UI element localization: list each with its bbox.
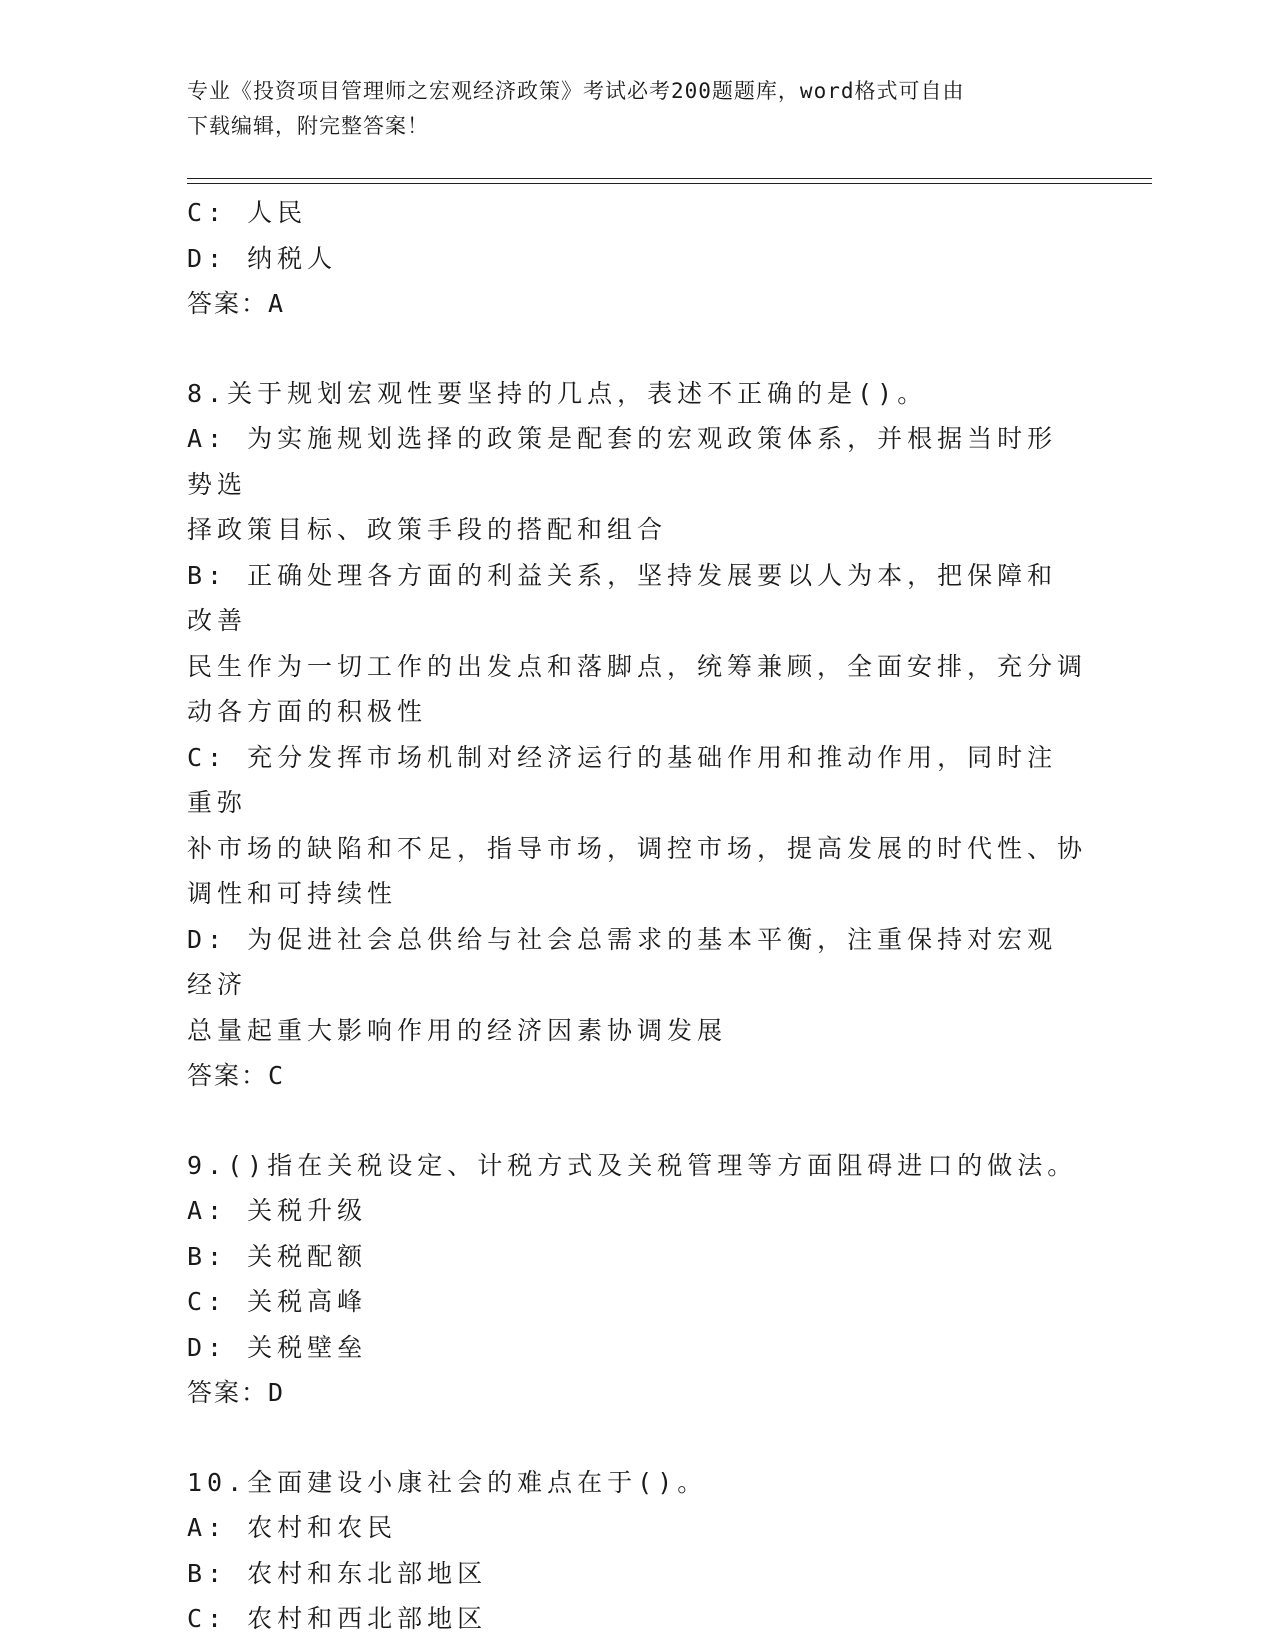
- option-d-line-2: 总量起重大影响作用的经济因素协调发展: [187, 1015, 728, 1045]
- option-d: D: 纳税人: [187, 243, 338, 273]
- answer-label: 答案：C: [187, 1061, 286, 1090]
- option-d: D: 关税壁垒: [187, 1332, 368, 1362]
- option-c: C: 人民: [187, 198, 308, 227]
- document-header: [187, 74, 1087, 144]
- option-c: C: 关税高峰: [187, 1287, 368, 1316]
- option-c-line-3: 调性和可持续性: [187, 879, 398, 908]
- option-c-line-1: C: 充分发挥市场机制对经济运行的基础作用和推动作用，同时注重弥: [187, 742, 1058, 817]
- question-text: 9.()指在关税设定、计税方式及关税管理等方面阻碍进口的做法。: [187, 1150, 1078, 1180]
- question-block-10: [187, 1460, 1087, 1642]
- option-b: B: 农村和东北部地区: [187, 1558, 488, 1588]
- question-content: [187, 190, 1087, 1642]
- option-d-line-1: D: 为促进社会总供给与社会总需求的基本平衡，注重保持对宏观经济: [187, 924, 1058, 999]
- answer-label: 答案：A: [187, 289, 286, 318]
- option-b: B: 关税配额: [187, 1241, 368, 1271]
- question-block-9: [187, 1143, 1087, 1416]
- option-b-line-1: B: 正确处理各方面的利益关系，坚持发展要以人为本，把保障和改善: [187, 560, 1058, 635]
- question-text: 8.关于规划宏观性要坚持的几点，表述不正确的是()。: [187, 378, 928, 408]
- header-line-1: 专业《投资项目管理师之宏观经济政策》考试必考200题题库，word格式可自由: [187, 79, 965, 103]
- header-divider-bottom: [187, 183, 1152, 184]
- header-divider-top: [187, 178, 1152, 179]
- question-text: 10.全面建设小康社会的难点在于()。: [187, 1467, 708, 1497]
- option-a-line-1: A: 为实施规划选择的政策是配套的宏观政策体系，并根据当时形势选: [187, 424, 1058, 499]
- spacer: [187, 1099, 1087, 1143]
- option-c-line-2: 补市场的缺陷和不足，指导市场，调控市场，提高发展的时代性、协: [187, 833, 1088, 863]
- option-a-line-2: 择政策目标、政策手段的搭配和组合: [187, 515, 668, 544]
- answer-label: 答案：D: [187, 1378, 286, 1407]
- spacer: [187, 327, 1087, 371]
- header-line-2: 下载编辑，附完整答案！: [187, 114, 429, 138]
- question-block-8: [187, 371, 1087, 1099]
- option-a: A: 农村和农民: [187, 1513, 398, 1542]
- option-c: C: 农村和西北部地区: [187, 1604, 488, 1633]
- spacer: [187, 1416, 1087, 1460]
- option-b-line-3: 动各方面的积极性: [187, 697, 428, 726]
- option-b-line-2: 民生作为一切工作的出发点和落脚点，统筹兼顾，全面安排，充分调: [187, 651, 1088, 681]
- option-a: A: 关税升级: [187, 1196, 368, 1225]
- question-block-7: [187, 190, 1087, 327]
